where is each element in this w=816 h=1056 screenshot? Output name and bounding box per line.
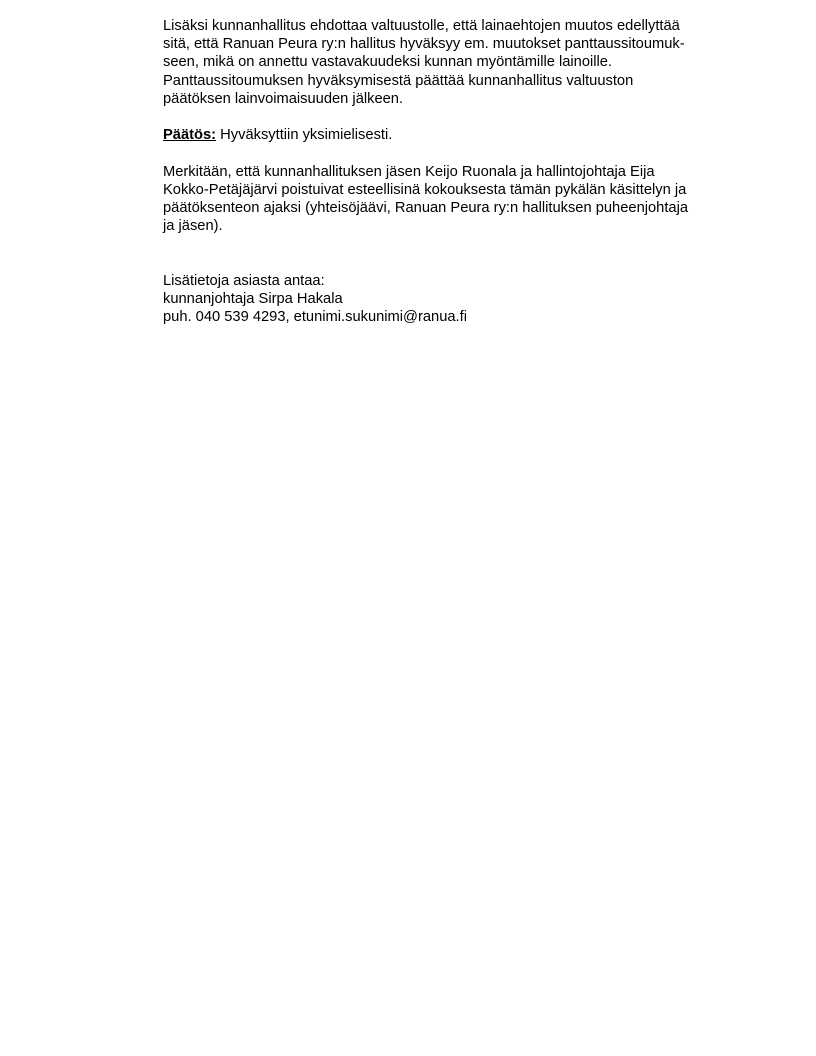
paragraph-line: päätöksenteon ajaksi (yhteisöjäävi, Ranuan Peura ry:n hallituksen puheenjohtaja [163,200,689,216]
contact-info [163,272,743,327]
paragraph-line: ja jäsen). [163,218,223,235]
decision-line [163,126,743,144]
paragraph-recusal [163,163,743,236]
contact-phone-email: puh. 040 539 4293, etunimi.sukunimi@ranua.fi [163,309,467,326]
contact-heading: Lisätietoja asiasta antaa: [163,272,325,289]
decision-text: Hyväksyttiin yksimielisesti. [216,127,393,144]
spacer [163,235,743,271]
paragraph-loan-terms [163,17,743,108]
paragraph-line: seen, mikä on annettu vastavakuudeksi kunnan myöntämille lainoille. [163,54,613,71]
paragraph-line: Kokko-Petäjäjärvi poistuivat esteellisinä kokouksesta tämän pykälän käsittelyn ja [163,181,687,198]
paragraph-line: Panttaussitoumuksen hyväksymisestä päättää kunnanhallitus valtuuston [163,72,634,89]
paragraph-line: sitä, että Ranuan Peura ry:n hallitus hyväksyy em. muutokset panttaussitoumuk- [163,36,685,53]
paragraph-line: päätöksen lainvoimaisuuden jälkeen. [163,90,404,107]
contact-person: kunnanjohtaja Sirpa Hakala [163,291,343,307]
decision-paragraph [163,126,743,144]
paragraph-line: Lisäksi kunnanhallitus ehdottaa valtuustolle, että lainaehtojen muutos edellyttää [163,18,680,34]
paragraph-line: Merkitään, että kunnanhallituksen jäsen Keijo Ruonala ja hallintojohtaja Eija [163,163,655,180]
spacer [163,108,743,126]
decision-label: Päätös: [163,127,217,144]
spacer [163,144,743,162]
document-body [163,17,743,326]
